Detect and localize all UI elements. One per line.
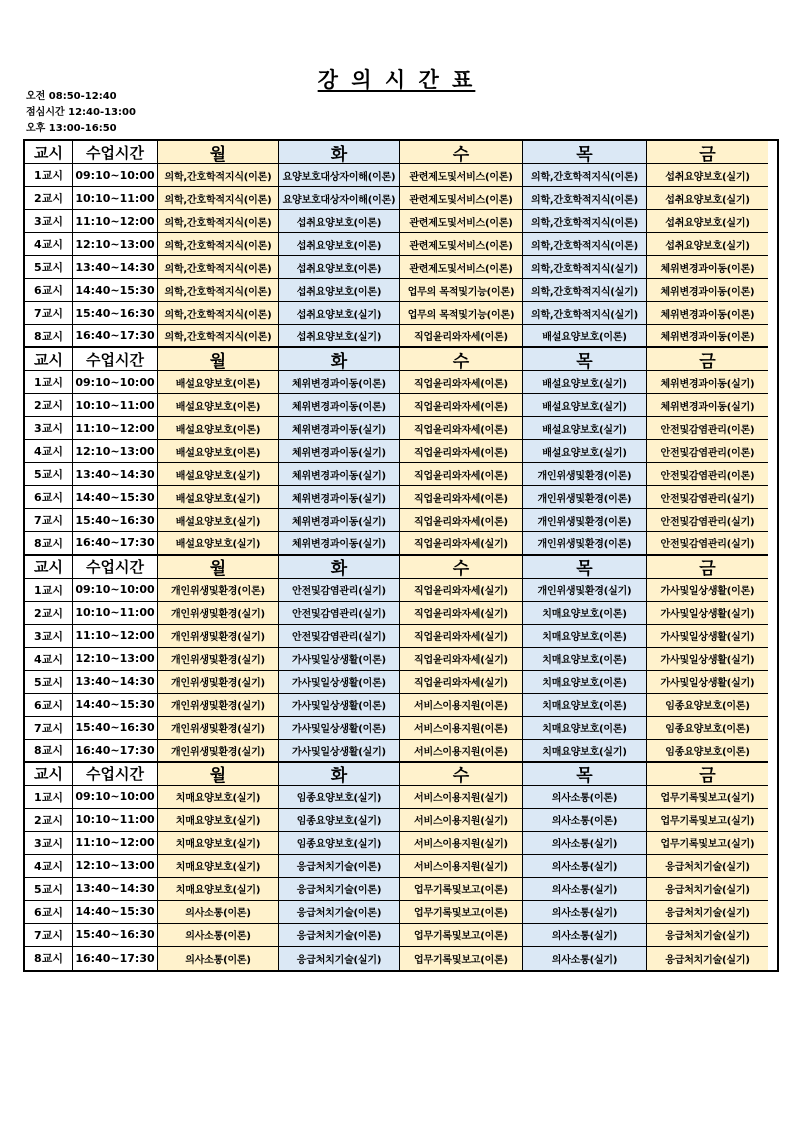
class-cell-thu: 의학,간호학적지식(이론) — [523, 187, 647, 210]
time-cell: 16:40~17:30 — [73, 947, 158, 970]
class-cell-wed: 업무기록및보고(이론) — [400, 901, 523, 924]
time-cell: 16:40~17:30 — [73, 325, 158, 348]
class-cell-wed: 직업윤리와자세(이론) — [400, 371, 523, 394]
class-cell-mon: 배설요양보호(이론) — [158, 440, 279, 463]
header-wed: 수 — [400, 348, 523, 371]
class-cell-thu: 의학,간호학적지식(실기) — [523, 256, 647, 279]
class-cell-wed: 직업윤리와자세(이론) — [400, 463, 523, 486]
header-period: 교시 — [25, 556, 73, 579]
time-cell: 14:40~15:30 — [73, 279, 158, 302]
class-cell-fri: 안전및감염관리(이론) — [647, 417, 768, 440]
class-cell-thu: 의사소통(실기) — [523, 947, 647, 970]
class-cell-mon: 의학,간호학적지식(이론) — [158, 164, 279, 187]
class-cell-thu: 의사소통(이론) — [523, 809, 647, 832]
time-cell: 14:40~15:30 — [73, 486, 158, 509]
period-cell: 6교시 — [25, 694, 73, 717]
time-cell: 12:10~13:00 — [73, 855, 158, 878]
period-cell: 8교시 — [25, 740, 73, 763]
header-thu: 목 — [523, 763, 647, 786]
class-cell-wed: 직업윤리와자세(실기) — [400, 532, 523, 555]
time-cell: 13:40~14:30 — [73, 671, 158, 694]
header-tue: 화 — [279, 348, 400, 371]
time-cell: 14:40~15:30 — [73, 694, 158, 717]
class-cell-wed: 서비스이용지원(실기) — [400, 809, 523, 832]
header-thu: 목 — [523, 141, 647, 164]
lunch-hours: 점심시간 12:40-13:00 — [26, 107, 136, 118]
time-cell: 11:10~12:00 — [73, 625, 158, 648]
class-cell-fri: 응급처치기술(실기) — [647, 901, 768, 924]
class-cell-mon: 치매요양보호(실기) — [158, 809, 279, 832]
class-cell-mon: 배설요양보호(이론) — [158, 371, 279, 394]
class-cell-tue: 가사및일상생활(실기) — [279, 740, 400, 763]
period-cell: 1교시 — [25, 579, 73, 602]
time-cell: 13:40~14:30 — [73, 878, 158, 901]
class-cell-tue: 체위변경과이동(이론) — [279, 371, 400, 394]
class-cell-wed: 관련제도및서비스(이론) — [400, 164, 523, 187]
header-fri: 금 — [647, 141, 768, 164]
class-cell-thu: 의사소통(실기) — [523, 855, 647, 878]
class-cell-fri: 가사및일상생활(실기) — [647, 625, 768, 648]
time-cell: 12:10~13:00 — [73, 648, 158, 671]
header-fri: 금 — [647, 348, 768, 371]
class-cell-thu: 배설요양보호(실기) — [523, 440, 647, 463]
class-cell-mon: 의학,간호학적지식(이론) — [158, 256, 279, 279]
header-period: 교시 — [25, 763, 73, 786]
class-cell-mon: 의학,간호학적지식(이론) — [158, 187, 279, 210]
header-time: 수업시간 — [73, 348, 158, 371]
class-cell-fri: 업무기록및보고(실기) — [647, 786, 768, 809]
class-cell-fri: 응급처치기술(실기) — [647, 924, 768, 947]
time-cell: 16:40~17:30 — [73, 532, 158, 555]
class-cell-thu: 의사소통(실기) — [523, 832, 647, 855]
class-cell-fri: 임종요양보호(이론) — [647, 694, 768, 717]
class-cell-tue: 섭취요양보호(이론) — [279, 210, 400, 233]
class-cell-fri: 안전및감염관리(이론) — [647, 463, 768, 486]
afternoon-hours: 오후 13:00-16:50 — [26, 123, 117, 134]
class-cell-wed: 서비스이용지원(실기) — [400, 855, 523, 878]
class-cell-fri: 체위변경과이동(이론) — [647, 325, 768, 348]
period-cell: 7교시 — [25, 717, 73, 740]
class-cell-thu: 의사소통(이론) — [523, 786, 647, 809]
class-cell-tue: 요양보호대상자이해(이론) — [279, 187, 400, 210]
class-cell-fri: 섭취요양보호(실기) — [647, 210, 768, 233]
time-cell: 11:10~12:00 — [73, 210, 158, 233]
class-cell-fri: 안전및감염관리(실기) — [647, 509, 768, 532]
class-cell-fri: 가사및일상생활(실기) — [647, 602, 768, 625]
class-cell-tue: 안전및감염관리(실기) — [279, 579, 400, 602]
period-cell: 4교시 — [25, 233, 73, 256]
class-cell-fri: 가사및일상생활(실기) — [647, 648, 768, 671]
time-cell: 09:10~10:00 — [73, 579, 158, 602]
header-period: 교시 — [25, 348, 73, 371]
period-cell: 2교시 — [25, 187, 73, 210]
time-cell: 12:10~13:00 — [73, 233, 158, 256]
time-cell: 15:40~16:30 — [73, 302, 158, 325]
class-cell-fri: 안전및감염관리(이론) — [647, 440, 768, 463]
class-cell-wed: 서비스이용지원(실기) — [400, 786, 523, 809]
class-cell-tue: 체위변경과이동(실기) — [279, 440, 400, 463]
header-wed: 수 — [400, 763, 523, 786]
header-time: 수업시간 — [73, 141, 158, 164]
period-cell: 5교시 — [25, 878, 73, 901]
period-cell: 3교시 — [25, 417, 73, 440]
time-cell: 14:40~15:30 — [73, 901, 158, 924]
class-cell-thu: 배설요양보호(실기) — [523, 394, 647, 417]
period-cell: 5교시 — [25, 463, 73, 486]
timetable-grid — [23, 139, 779, 972]
class-cell-thu: 치매요양보호(이론) — [523, 602, 647, 625]
period-cell: 3교시 — [25, 625, 73, 648]
class-cell-mon: 배설요양보호(실기) — [158, 463, 279, 486]
class-cell-mon: 의학,간호학적지식(이론) — [158, 210, 279, 233]
class-cell-wed: 직업윤리와자세(이론) — [400, 509, 523, 532]
class-cell-thu: 배설요양보호(실기) — [523, 371, 647, 394]
class-cell-thu: 배설요양보호(이론) — [523, 325, 647, 348]
period-cell: 3교시 — [25, 832, 73, 855]
class-cell-mon: 배설요양보호(실기) — [158, 509, 279, 532]
class-cell-mon: 치매요양보호(실기) — [158, 878, 279, 901]
period-cell: 4교시 — [25, 855, 73, 878]
class-cell-tue: 가사및일상생활(이론) — [279, 648, 400, 671]
header-thu: 목 — [523, 556, 647, 579]
class-cell-wed: 직업윤리와자세(이론) — [400, 417, 523, 440]
class-cell-tue: 섭취요양보호(이론) — [279, 256, 400, 279]
class-cell-fri: 가사및일상생활(이론) — [647, 579, 768, 602]
class-cell-tue: 임종요양보호(실기) — [279, 832, 400, 855]
class-cell-mon: 개인위생및환경(이론) — [158, 579, 279, 602]
class-cell-wed: 직업윤리와자세(실기) — [400, 579, 523, 602]
time-cell: 11:10~12:00 — [73, 417, 158, 440]
class-cell-mon: 개인위생및환경(실기) — [158, 671, 279, 694]
header-mon: 월 — [158, 556, 279, 579]
class-cell-wed: 서비스이용지원(실기) — [400, 832, 523, 855]
class-cell-tue: 안전및감염관리(실기) — [279, 625, 400, 648]
header-wed: 수 — [400, 141, 523, 164]
time-cell: 16:40~17:30 — [73, 740, 158, 763]
header-tue: 화 — [279, 556, 400, 579]
period-cell: 7교시 — [25, 924, 73, 947]
class-cell-mon: 의사소통(이론) — [158, 901, 279, 924]
class-cell-wed: 업무기록및보고(이론) — [400, 924, 523, 947]
class-cell-mon: 의학,간호학적지식(이론) — [158, 302, 279, 325]
class-cell-wed: 직업윤리와자세(실기) — [400, 671, 523, 694]
header-fri: 금 — [647, 763, 768, 786]
class-cell-wed: 직업윤리와자세(이론) — [400, 440, 523, 463]
class-cell-thu: 치매요양보호(이론) — [523, 717, 647, 740]
time-cell: 09:10~10:00 — [73, 786, 158, 809]
period-cell: 7교시 — [25, 302, 73, 325]
header-time: 수업시간 — [73, 763, 158, 786]
class-cell-tue: 체위변경과이동(실기) — [279, 509, 400, 532]
class-cell-fri: 가사및일상생활(실기) — [647, 671, 768, 694]
class-cell-tue: 안전및감염관리(실기) — [279, 602, 400, 625]
class-cell-thu: 개인위생및환경(이론) — [523, 486, 647, 509]
period-cell: 8교시 — [25, 947, 73, 970]
class-cell-tue: 섭취요양보호(이론) — [279, 279, 400, 302]
class-cell-thu: 치매요양보호(이론) — [523, 625, 647, 648]
class-cell-fri: 임종요양보호(이론) — [647, 740, 768, 763]
class-cell-wed: 업무의 목적및기능(이론) — [400, 302, 523, 325]
class-cell-mon: 개인위생및환경(실기) — [158, 694, 279, 717]
header-fri: 금 — [647, 556, 768, 579]
class-cell-tue: 임종요양보호(실기) — [279, 809, 400, 832]
header-wed: 수 — [400, 556, 523, 579]
class-cell-mon: 치매요양보호(실기) — [158, 786, 279, 809]
time-cell: 10:10~11:00 — [73, 602, 158, 625]
class-cell-thu: 치매요양보호(이론) — [523, 648, 647, 671]
header-mon: 월 — [158, 141, 279, 164]
class-cell-thu: 의학,간호학적지식(실기) — [523, 279, 647, 302]
class-cell-tue: 가사및일상생활(이론) — [279, 671, 400, 694]
class-cell-mon: 의학,간호학적지식(이론) — [158, 279, 279, 302]
class-cell-thu: 의학,간호학적지식(이론) — [523, 164, 647, 187]
class-cell-thu: 개인위생및환경(이론) — [523, 509, 647, 532]
header-tue: 화 — [279, 141, 400, 164]
class-cell-tue: 체위변경과이동(이론) — [279, 394, 400, 417]
time-cell: 15:40~16:30 — [73, 509, 158, 532]
class-cell-wed: 직업윤리와자세(실기) — [400, 602, 523, 625]
header-tue: 화 — [279, 763, 400, 786]
class-cell-thu: 치매요양보호(이론) — [523, 694, 647, 717]
class-cell-thu: 치매요양보호(실기) — [523, 740, 647, 763]
time-cell: 15:40~16:30 — [73, 924, 158, 947]
class-cell-mon: 개인위생및환경(실기) — [158, 740, 279, 763]
class-cell-thu: 개인위생및환경(실기) — [523, 579, 647, 602]
class-cell-wed: 업무의 목적및기능(이론) — [400, 279, 523, 302]
class-cell-tue: 체위변경과이동(실기) — [279, 417, 400, 440]
period-cell: 8교시 — [25, 325, 73, 348]
class-cell-wed: 서비스이용지원(이론) — [400, 694, 523, 717]
class-cell-tue: 가사및일상생활(이론) — [279, 717, 400, 740]
time-cell: 09:10~10:00 — [73, 164, 158, 187]
class-cell-wed: 관련제도및서비스(이론) — [400, 256, 523, 279]
period-cell: 5교시 — [25, 671, 73, 694]
class-cell-mon: 배설요양보호(실기) — [158, 532, 279, 555]
class-cell-mon: 의사소통(이론) — [158, 924, 279, 947]
period-cell: 6교시 — [25, 486, 73, 509]
class-cell-tue: 응급처치기술(이론) — [279, 855, 400, 878]
class-cell-wed: 서비스이용지원(이론) — [400, 717, 523, 740]
period-cell: 4교시 — [25, 440, 73, 463]
period-cell: 1교시 — [25, 371, 73, 394]
class-cell-thu: 의학,간호학적지식(실기) — [523, 302, 647, 325]
time-info — [26, 89, 136, 137]
class-cell-tue: 체위변경과이동(실기) — [279, 532, 400, 555]
period-cell: 2교시 — [25, 809, 73, 832]
class-cell-thu: 의사소통(실기) — [523, 901, 647, 924]
class-cell-fri: 체위변경과이동(실기) — [647, 371, 768, 394]
class-cell-fri: 체위변경과이동(실기) — [647, 394, 768, 417]
period-cell: 1교시 — [25, 786, 73, 809]
class-cell-mon: 배설요양보호(이론) — [158, 417, 279, 440]
class-cell-tue: 섭취요양보호(실기) — [279, 302, 400, 325]
morning-hours: 오전 08:50-12:40 — [26, 91, 117, 102]
period-cell: 2교시 — [25, 394, 73, 417]
class-cell-fri: 임종요양보호(이론) — [647, 717, 768, 740]
header-mon: 월 — [158, 348, 279, 371]
class-cell-mon: 개인위생및환경(실기) — [158, 717, 279, 740]
class-cell-thu: 의사소통(실기) — [523, 878, 647, 901]
class-cell-thu: 개인위생및환경(이론) — [523, 532, 647, 555]
class-cell-wed: 업무기록및보고(이론) — [400, 878, 523, 901]
class-cell-fri: 안전및감염관리(실기) — [647, 532, 768, 555]
class-cell-fri: 응급처치기술(실기) — [647, 947, 768, 970]
time-cell: 10:10~11:00 — [73, 394, 158, 417]
class-cell-wed: 직업윤리와자세(실기) — [400, 625, 523, 648]
class-cell-fri: 응급처치기술(실기) — [647, 855, 768, 878]
header-time: 수업시간 — [73, 556, 158, 579]
period-cell: 2교시 — [25, 602, 73, 625]
class-cell-wed: 직업윤리와자세(이론) — [400, 325, 523, 348]
period-cell: 8교시 — [25, 532, 73, 555]
class-cell-tue: 체위변경과이동(실기) — [279, 463, 400, 486]
class-cell-mon: 치매요양보호(실기) — [158, 832, 279, 855]
class-cell-tue: 섭취요양보호(실기) — [279, 325, 400, 348]
period-cell: 5교시 — [25, 256, 73, 279]
class-cell-fri: 안전및감염관리(실기) — [647, 486, 768, 509]
class-cell-tue: 섭취요양보호(이론) — [279, 233, 400, 256]
class-cell-wed: 관련제도및서비스(이론) — [400, 233, 523, 256]
class-cell-fri: 체위변경과이동(이론) — [647, 279, 768, 302]
period-cell: 6교시 — [25, 279, 73, 302]
class-cell-tue: 임종요양보호(실기) — [279, 786, 400, 809]
class-cell-fri: 응급처치기술(실기) — [647, 878, 768, 901]
page-title: 강 의 시 간 표 — [317, 68, 476, 92]
class-cell-mon: 치매요양보호(실기) — [158, 855, 279, 878]
class-cell-wed: 직업윤리와자세(실기) — [400, 648, 523, 671]
class-cell-tue: 응급처치기술(이론) — [279, 924, 400, 947]
class-cell-mon: 개인위생및환경(실기) — [158, 602, 279, 625]
class-cell-wed: 서비스이용지원(이론) — [400, 740, 523, 763]
time-cell: 13:40~14:30 — [73, 256, 158, 279]
class-cell-thu: 의사소통(실기) — [523, 924, 647, 947]
time-cell: 09:10~10:00 — [73, 371, 158, 394]
class-cell-tue: 가사및일상생활(이론) — [279, 694, 400, 717]
class-cell-fri: 체위변경과이동(이론) — [647, 256, 768, 279]
class-cell-mon: 개인위생및환경(실기) — [158, 625, 279, 648]
class-cell-mon: 배설요양보호(이론) — [158, 394, 279, 417]
class-cell-tue: 응급처치기술(이론) — [279, 901, 400, 924]
class-cell-wed: 직업윤리와자세(이론) — [400, 486, 523, 509]
class-cell-fri: 체위변경과이동(이론) — [647, 302, 768, 325]
class-cell-fri: 업무기록및보고(실기) — [647, 809, 768, 832]
class-cell-wed: 직업윤리와자세(이론) — [400, 394, 523, 417]
class-cell-mon: 개인위생및환경(실기) — [158, 648, 279, 671]
class-cell-wed: 관련제도및서비스(이론) — [400, 187, 523, 210]
class-cell-wed: 업무기록및보고(이론) — [400, 947, 523, 970]
class-cell-tue: 응급처치기술(이론) — [279, 878, 400, 901]
class-cell-mon: 의사소통(이론) — [158, 947, 279, 970]
class-cell-fri: 섭취요양보호(실기) — [647, 187, 768, 210]
header-thu: 목 — [523, 348, 647, 371]
class-cell-tue: 체위변경과이동(실기) — [279, 486, 400, 509]
class-cell-mon: 의학,간호학적지식(이론) — [158, 325, 279, 348]
class-cell-fri: 섭취요양보호(실기) — [647, 233, 768, 256]
class-cell-mon: 의학,간호학적지식(이론) — [158, 233, 279, 256]
class-cell-thu: 의학,간호학적지식(이론) — [523, 210, 647, 233]
time-cell: 10:10~11:00 — [73, 809, 158, 832]
time-cell: 13:40~14:30 — [73, 463, 158, 486]
period-cell: 4교시 — [25, 648, 73, 671]
class-cell-tue: 요양보호대상자이해(이론) — [279, 164, 400, 187]
header-period: 교시 — [25, 141, 73, 164]
class-cell-mon: 배설요양보호(실기) — [158, 486, 279, 509]
class-cell-fri: 업무기록및보고(실기) — [647, 832, 768, 855]
class-cell-thu: 의학,간호학적지식(이론) — [523, 233, 647, 256]
class-cell-fri: 섭취요양보호(실기) — [647, 164, 768, 187]
time-cell: 15:40~16:30 — [73, 717, 158, 740]
class-cell-thu: 개인위생및환경(이론) — [523, 463, 647, 486]
period-cell: 7교시 — [25, 509, 73, 532]
time-cell: 11:10~12:00 — [73, 832, 158, 855]
period-cell: 1교시 — [25, 164, 73, 187]
period-cell: 3교시 — [25, 210, 73, 233]
class-cell-tue: 응급처치기술(실기) — [279, 947, 400, 970]
time-cell: 10:10~11:00 — [73, 187, 158, 210]
class-cell-thu: 치매요양보호(이론) — [523, 671, 647, 694]
period-cell: 6교시 — [25, 901, 73, 924]
class-cell-wed: 관련제도및서비스(이론) — [400, 210, 523, 233]
class-cell-thu: 배설요양보호(실기) — [523, 417, 647, 440]
header-mon: 월 — [158, 763, 279, 786]
time-cell: 12:10~13:00 — [73, 440, 158, 463]
